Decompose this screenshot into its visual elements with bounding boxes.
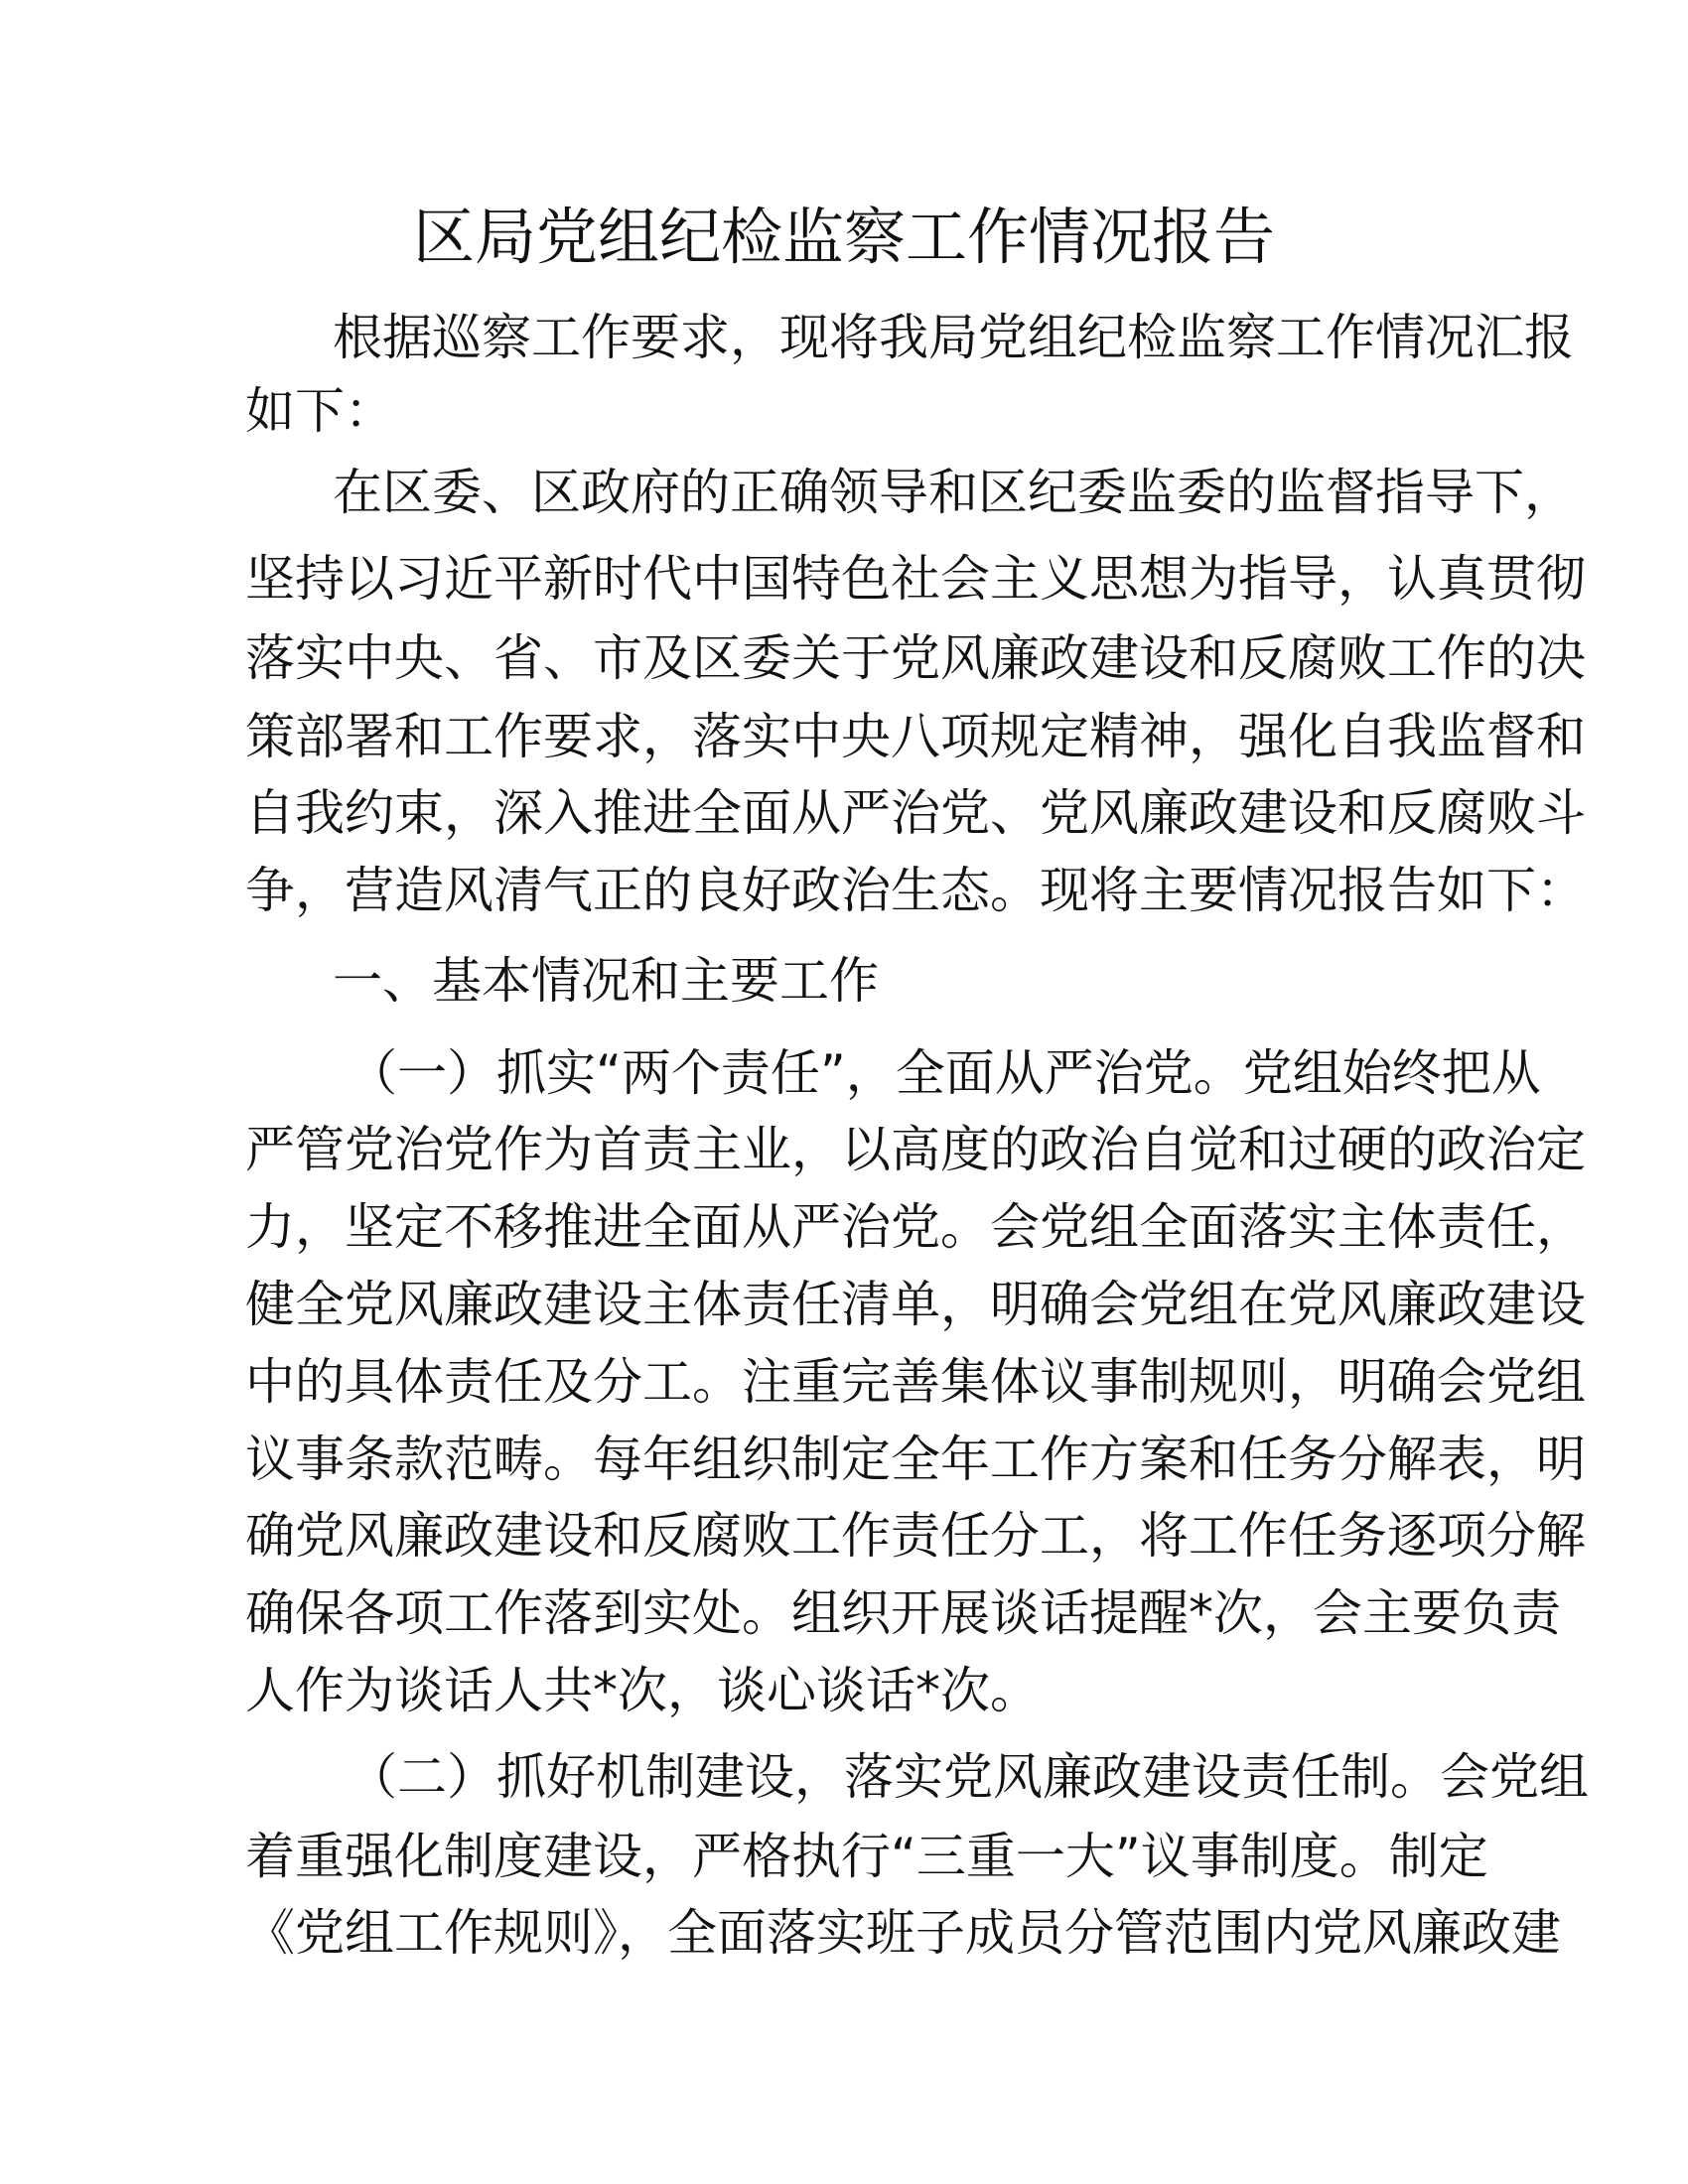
paragraph-line: 如下：: [245, 382, 394, 440]
paragraph-line: 力，坚定不移推进全面从严治党。会党组全面落实主体责任，: [245, 1198, 1586, 1256]
paragraph-line: 坚持以习近平新时代中国特色社会主义思想为指导，认真贯彻: [245, 550, 1586, 608]
paragraph-line: 策部署和工作要求，落实中央八项规定精神，强化自我监督和: [245, 708, 1586, 765]
paragraph-line: 根据巡察工作要求，现将我局党组纪检监察工作情况汇报: [333, 309, 1574, 366]
paragraph-line: 健全党风廉政建设主体责任清单，明确会党组在党风廉政建设: [245, 1276, 1586, 1333]
paragraph-line: 在区委、区政府的正确领导和区纪委监委的监督指导下，: [333, 464, 1574, 521]
paragraph-line: 自我约束，深入推进全面从严治党、党风廉政建设和反腐败斗: [245, 784, 1586, 842]
paragraph-line: 确党风廉政建设和反腐败工作责任分工，将工作任务逐项分解: [245, 1507, 1586, 1565]
paragraph-line: 确保各项工作落到实处。组织开展谈话提醒*次，会主要负责: [245, 1584, 1561, 1642]
paragraph-line: 《党组工作规则》，全面落实班子成员分管范围内党风廉政建: [245, 1904, 1561, 1962]
section-heading: 一、基本情况和主要工作: [333, 952, 879, 1010]
document-title: 区局党组纪检监察工作情况报告: [412, 201, 1275, 273]
paragraph-line: 着重强化制度建设，严格执行“三重一大”议事制度。制定: [245, 1828, 1488, 1885]
paragraph-line: 中的具体责任及分工。注重完善集体议事制规则，明确会党组: [245, 1353, 1586, 1411]
paragraph-line: 落实中央、省、市及区委关于党风廉政建设和反腐败工作的决: [245, 629, 1586, 687]
paragraph-line: （二）抓好机制建设，落实党风廉政建设责任制。会党组: [348, 1748, 1589, 1806]
paragraph-line: 人作为谈话人共*次，谈心谈话*次。: [245, 1662, 1040, 1719]
paragraph-line: 争，营造风清气正的良好政治生态。现将主要情况报告如下：: [245, 862, 1586, 919]
paragraph-line: （一）抓实“两个责任”，全面从严治党。党组始终把从: [348, 1044, 1541, 1102]
paragraph-line: 议事条款范畴。每年组织制定全年工作方案和任务分解表，明: [245, 1431, 1586, 1488]
paragraph-line: 严管党治党作为首责主业，以高度的政治自觉和过硬的政治定: [245, 1121, 1586, 1178]
